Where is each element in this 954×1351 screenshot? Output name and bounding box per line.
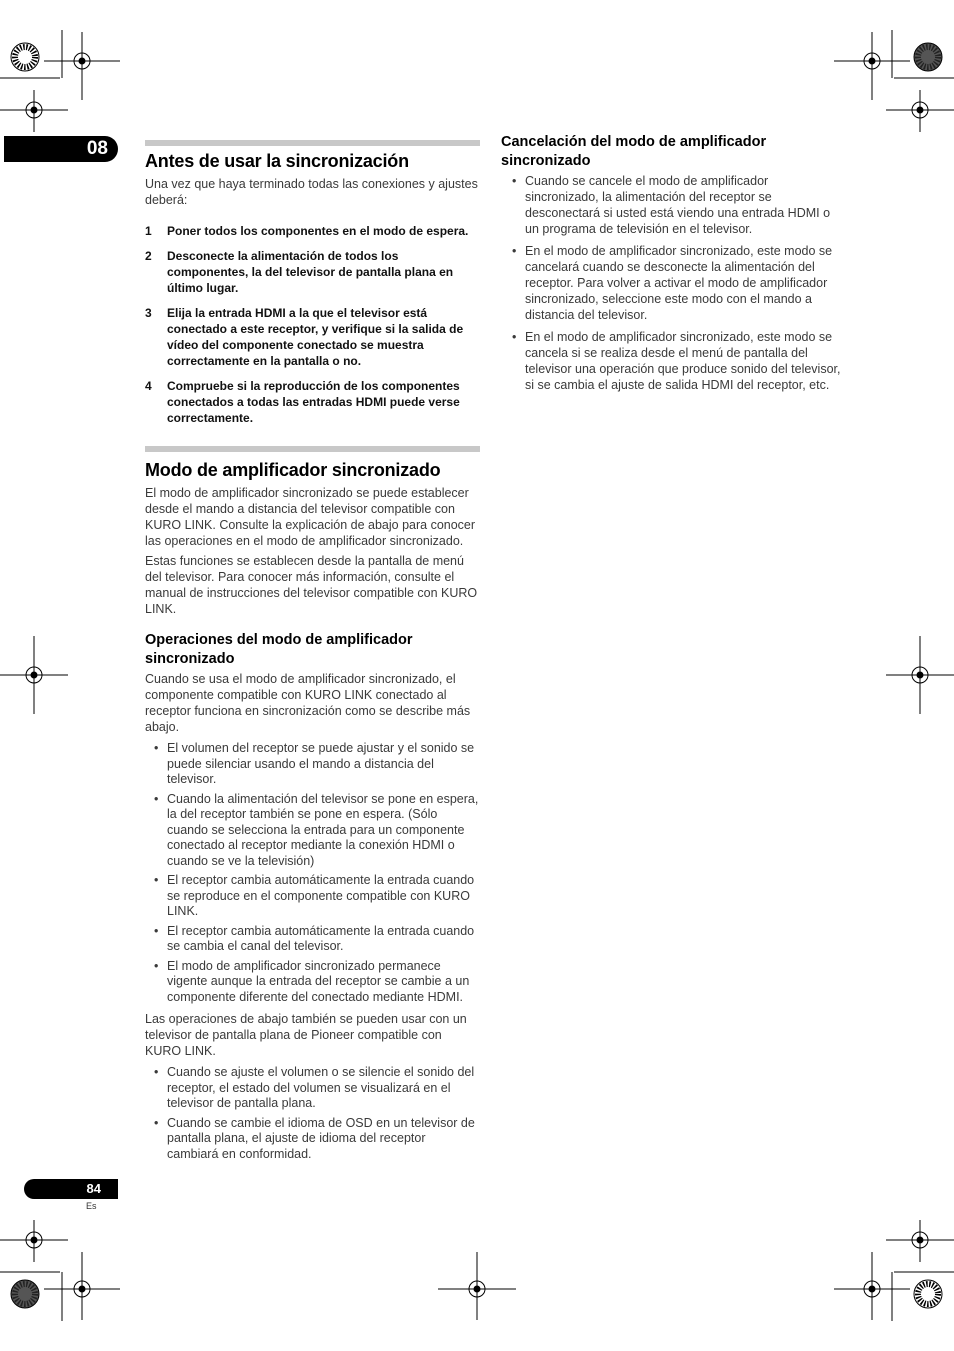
section-intro: Una vez que haya terminado todas las conexiones y ajustes deberá:: [145, 177, 478, 207]
list-item: • Cuando se cambie el idioma de OSD en un televisor de pantalla plana, el ajuste de idioma del receptor cambiará en conformidad.: [167, 1116, 480, 1163]
step-text: Elija la entrada HDMI a la que el televisor está conectado a este receptor, y verifique si la salida de vídeo del componente conectado se muestra correctamente en la pantalla o no.: [167, 306, 464, 368]
step-text: Poner todos los componentes en el modo de espera.: [167, 224, 469, 238]
left-column: [145, 140, 480, 1168]
list-item: • Cuando la alimentación del televisor se pone en espera, la del receptor también se pone en espera. (Sólo cuando se selecciona la entrada para un componente conectado al receptor mediante la conexión HDMI o cuando se ve la televisión): [167, 792, 480, 870]
list-item: • Cuando se cancele el modo de amplificador sincronizado, la alimentación del receptor se desconectará si usted está viendo una entrada HDMI o un programa de televisión en el televisor.: [525, 173, 841, 237]
language-code: Es: [86, 1201, 97, 1211]
page-number: 84: [24, 1179, 118, 1199]
section-title-antes: Antes de usar la sincronización: [145, 151, 409, 171]
paragraph: Cuando se usa el modo de amplificador sincronizado, el componente compatible con KURO LINK conectado al receptor funciona en sincronización como se describe más abajo.: [145, 672, 471, 734]
list-item: • Cuando se ajuste el volumen o se silencie el sonido del receptor, el estado del volumen se visualizará en el televisor de pantalla plana.: [167, 1065, 480, 1112]
step-number: 1: [145, 224, 152, 238]
step-item: [145, 248, 480, 296]
list-item: • El receptor cambia automáticamente la entrada cuando se cambia el canal del televisor.: [167, 924, 480, 955]
step-item: [145, 223, 480, 239]
step-text: Compruebe si la reproducción de los componentes conectados a todas las entradas HDMI puede verse correctamente.: [167, 379, 460, 425]
paragraph: El modo de amplificador sincronizado se puede establecer desde el mando a distancia del televisor compatible con KURO LINK. Consulte la explicación de abajo para conocer las operaciones en el modo de amplificador sincronizado.: [145, 486, 476, 548]
step-number: 4: [145, 379, 152, 393]
bullet-list: [501, 173, 841, 393]
list-item: • En el modo de amplificador sincronizado, este modo se cancelará cuando se desconecte la alimentación del receptor. Para volver a activar el modo de amplificador sincronizado, seleccione este modo con el mando a distancia del televisor.: [525, 243, 841, 323]
paragraph: Estas funciones se establecen desde la pantalla de menú del televisor. Para conocer más información, consulte el manual de instrucciones del televisor compatible con KURO LINK.: [145, 554, 478, 616]
paragraph: Las operaciones de abajo también se pueden usar con un televisor de pantalla plana de Pioneer compatible con KURO LINK.: [145, 1012, 467, 1058]
chapter-tab: 08: [4, 136, 118, 162]
step-text: Desconecte la alimentación de todos los componentes, la del televisor de pantalla plana en último lugar.: [167, 249, 454, 295]
step-number: 2: [145, 249, 152, 263]
list-item: • El receptor cambia automáticamente la entrada cuando se reproduce en el componente compatible con KURO LINK.: [167, 873, 480, 920]
step-number: 3: [145, 306, 152, 320]
right-column: [501, 133, 841, 399]
bullet-list: [145, 741, 480, 1005]
section-title-modo: Modo de amplificador sincronizado: [145, 460, 441, 480]
subsection-title-operaciones: Operaciones del modo de amplificador sincronizado: [145, 632, 413, 667]
section-rule: [145, 140, 480, 146]
bullet-list: [145, 1065, 480, 1162]
step-item: [145, 378, 480, 426]
subsection-title-cancelacion: Cancelación del modo de amplificador sincronizado: [501, 134, 767, 169]
list-item: • En el modo de amplificador sincronizado, este modo se cancela si se realiza desde el menú de pantalla del televisor una operación que produce sonido del televisor, si se cambia el ajuste de salida HDMI del receptor, etc.: [525, 329, 841, 393]
section-rule: [145, 446, 480, 452]
list-item: • El modo de amplificador sincronizado permanece vigente aunque la entrada del receptor se cambie a un componente diferente del conectado mediante HDMI.: [167, 959, 480, 1006]
step-item: [145, 305, 480, 369]
list-item: • El volumen del receptor se puede ajustar y el sonido se puede silenciar usando el mando a distancia del televisor.: [167, 741, 480, 788]
